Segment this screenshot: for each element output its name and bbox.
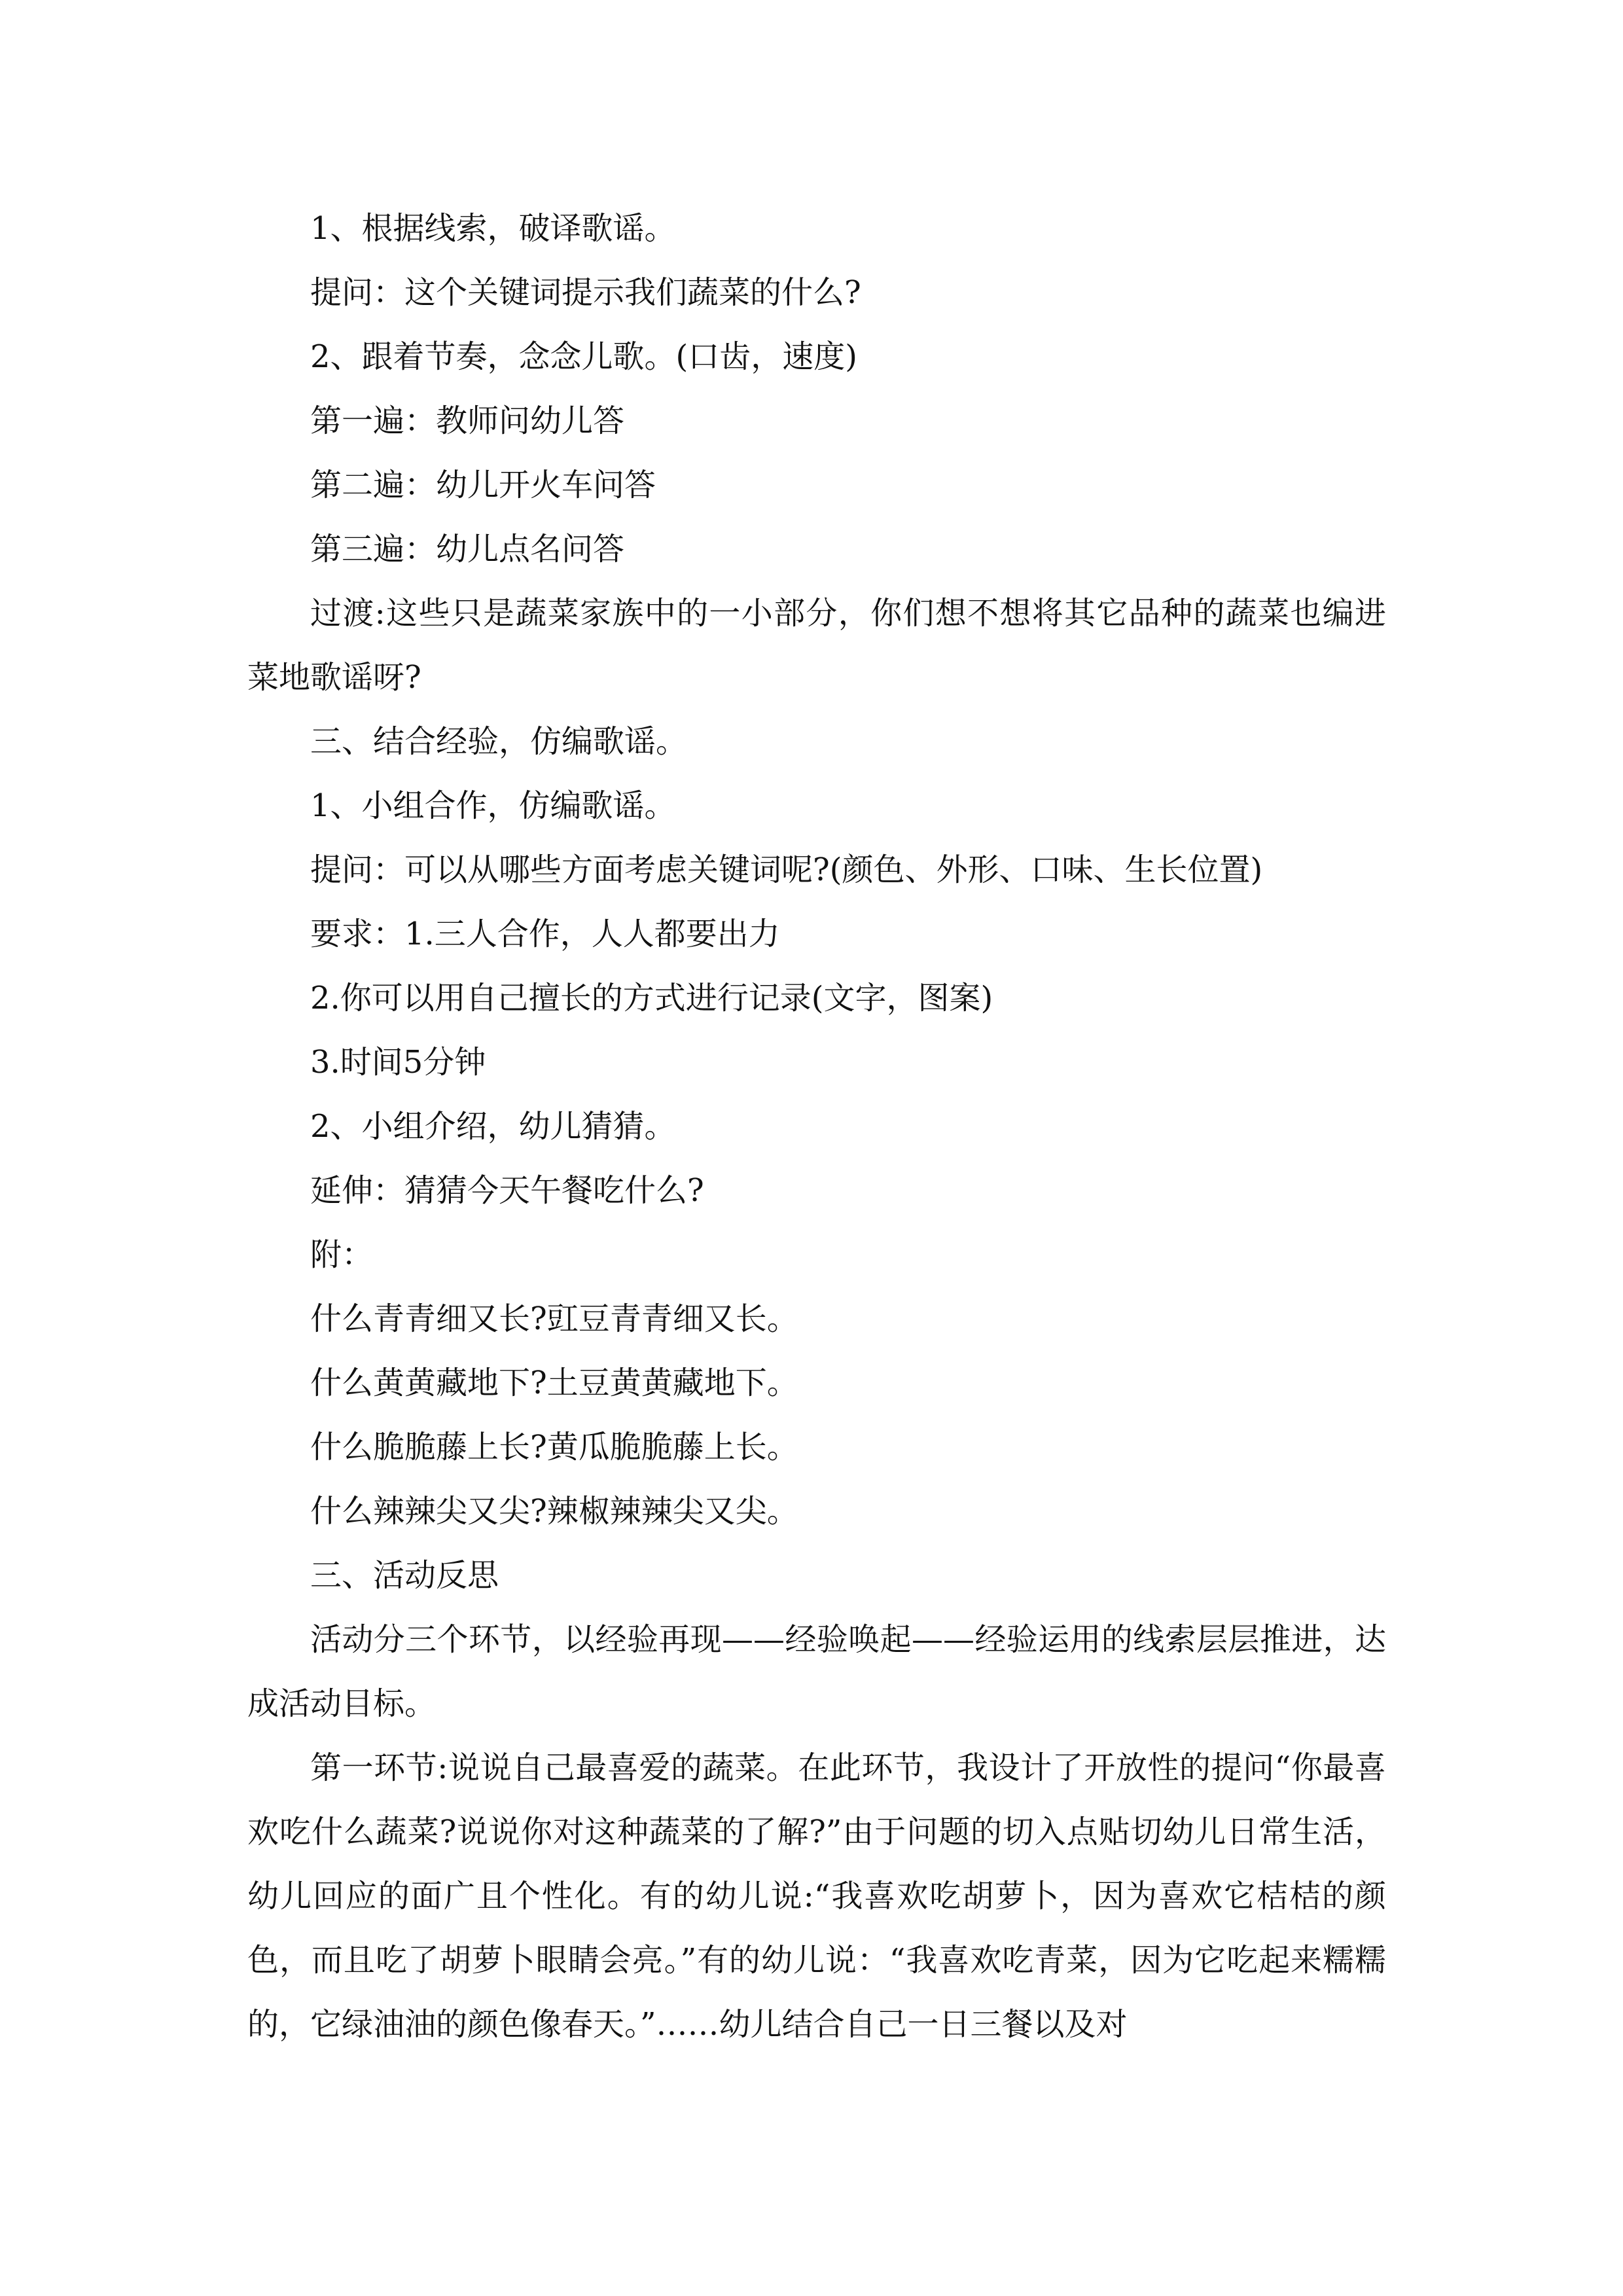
paragraph-12: 2.你可以用自己擅长的方式进行记录(文字，图案) — [310, 980, 993, 1016]
paragraph-9: 1、小组合作，仿编歌谣。 — [310, 787, 676, 824]
paragraph-6: 第三遍：幼儿点名问答 — [310, 531, 625, 567]
paragraph-17: 什么青青细又长?豇豆青青细又长。 — [310, 1300, 798, 1337]
paragraph-14: 2、小组介绍，幼儿猜猜。 — [310, 1108, 676, 1145]
paragraph-10: 提问：可以从哪些方面考虑关键词呢?(颜色、外形、口味、生长位置) — [310, 852, 1263, 888]
paragraph-19: 什么脆脆藤上长?黄瓜脆脆藤上长。 — [310, 1429, 798, 1465]
paragraph-16: 附： — [310, 1236, 374, 1273]
paragraph-3: 2、跟着节奏，念念儿歌。(口齿，速度) — [310, 338, 857, 375]
paragraph-23: 第一环节:说说自己最喜爱的蔬菜。在此环节，我设计了开放性的提问“你最喜欢吃什么蔬菜?说说你对这种蔬菜的了解?”由于问题的切入点贴切幼儿日常生活，幼儿回应的面广且个性化。有的幼儿说:“我喜欢吃胡萝卜，因为喜欢它桔桔的颜色，而且吃了胡萝卜眼睛会亮。”有的幼儿说：“我喜欢吃青菜，因为它吃起来糯糯的，它绿油油的颜色像春天。”……幼儿结合自己一日三餐以及对 — [247, 1749, 1386, 2043]
paragraph-1: 1、根据线索，破译歌谣。 — [310, 210, 676, 247]
paragraph-2: 提问：这个关键词提示我们蔬菜的什么? — [310, 274, 861, 311]
paragraph-4: 第一遍：教师问幼儿答 — [310, 403, 625, 439]
paragraph-7: 过渡:这些只是蔬菜家族中的一小部分，你们想不想将其它品种的蔬菜也编进菜地歌谣呀? — [247, 595, 1386, 696]
paragraph-22: 活动分三个环节，以经验再现——经验唤起——经验运用的线索层层推进，达成活动目标。 — [247, 1621, 1386, 1722]
paragraph-5: 第二遍：幼儿开火车问答 — [310, 467, 656, 503]
paragraph-8: 三、结合经验，仿编歌谣。 — [310, 723, 688, 760]
paragraph-13: 3.时间5分钟 — [310, 1044, 486, 1081]
document-body — [247, 196, 1386, 2056]
paragraph-20: 什么辣辣尖又尖?辣椒辣辣尖又尖。 — [310, 1493, 798, 1530]
paragraph-18: 什么黄黄藏地下?土豆黄黄藏地下。 — [310, 1365, 798, 1401]
paragraph-11: 要求：1.三人合作，人人都要出力 — [310, 916, 780, 952]
paragraph-21: 三、活动反思 — [310, 1557, 499, 1594]
paragraph-15: 延伸：猜猜今天午餐吃什么? — [310, 1172, 704, 1209]
